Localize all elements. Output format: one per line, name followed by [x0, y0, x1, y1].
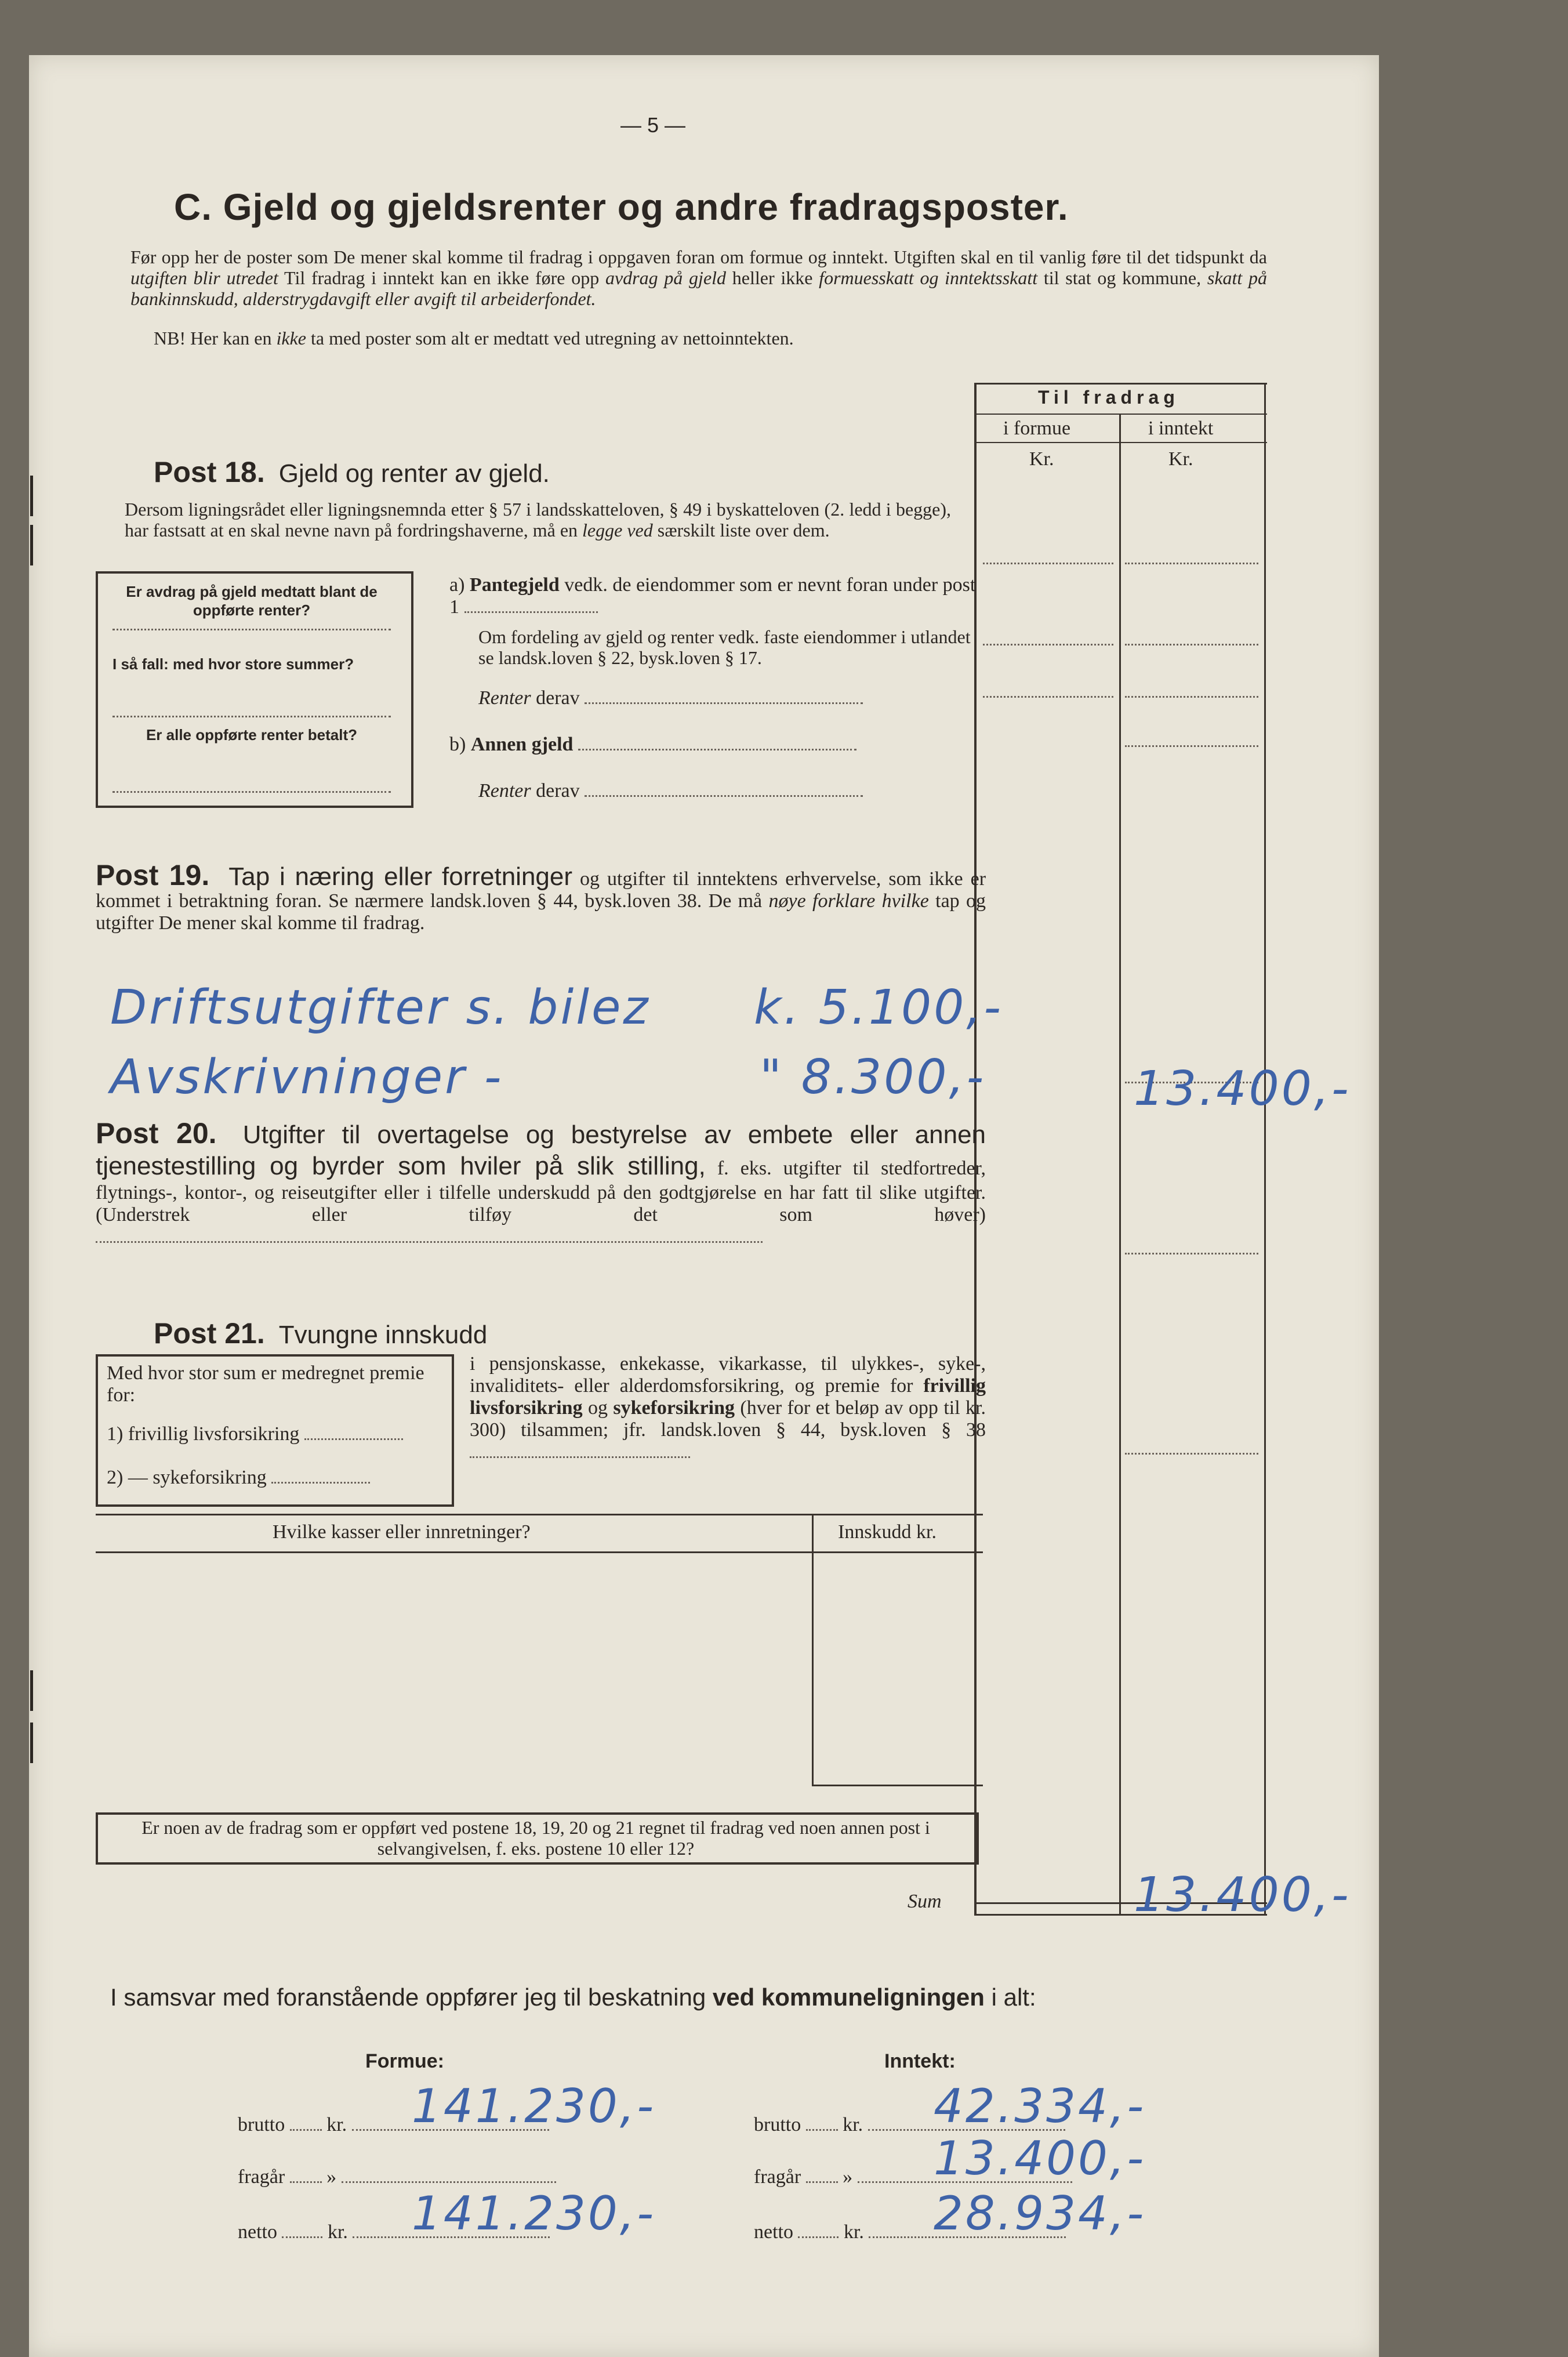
- leader-dots: [806, 2129, 838, 2131]
- post21-text: og: [582, 1397, 614, 1419]
- entry-line[interactable]: [1125, 1453, 1258, 1455]
- table-header-rule: [974, 442, 1267, 443]
- answer-line[interactable]: [112, 791, 391, 793]
- nb-text: ta med poster som alt er medtatt ved utregning av nettoinntekten.: [306, 328, 794, 349]
- netto-label: netto: [238, 2221, 277, 2243]
- derav-label: derav: [536, 687, 580, 709]
- fragar-label: fragår: [754, 2166, 801, 2188]
- premium-box-title: Med hvor stor sum er medregnet premie for:: [107, 1362, 424, 1406]
- nb-emphasis: ikke: [276, 328, 306, 349]
- entry-line[interactable]: [983, 696, 1113, 698]
- netto-label: netto: [754, 2221, 793, 2243]
- renter-label: Renter: [478, 687, 531, 709]
- col-inntekt-unit: Kr.: [1168, 448, 1193, 470]
- post19-emphasis: nøye forklare hvilke: [768, 890, 929, 912]
- post18-renter-a: [478, 687, 863, 709]
- post21-text: i pensjonskasse, enkekasse, vikarkasse, til ulykkes-, syke-, invaliditets- eller alderdomsforsikring, og premie for: [470, 1353, 986, 1397]
- entry-line[interactable]: [464, 611, 598, 613]
- col-formue-label: i formue: [1003, 418, 1071, 439]
- post21-subtitle: Tvungne innskudd: [278, 1321, 488, 1349]
- leader-dots: [282, 2236, 322, 2238]
- ditto-mark: »: [843, 2166, 853, 2188]
- intro-emphasis: formuesskatt og inntektsskatt: [819, 267, 1038, 288]
- inntekt-heading: Inntekt:: [884, 2050, 956, 2072]
- post21-paragraph: [470, 1353, 986, 1463]
- premium-item-1: [107, 1423, 403, 1445]
- answer-line[interactable]: [112, 629, 391, 630]
- double-deduction-text: Er noen av de fradrag som er oppført ved postene 18, 19, 20 og 21 regnet til fradrag ved noen annen post i selvangivelsen, f. eks. postene 10 eller 12?: [141, 1817, 930, 1859]
- kr-label: kr.: [326, 2114, 347, 2135]
- post18-description: [125, 499, 951, 541]
- nb-text: NB! Her kan en: [154, 328, 277, 349]
- post21-bold: frivillig livsforsikring: [470, 1375, 986, 1419]
- premium-label: 2) — sykeforsikring: [107, 1467, 267, 1488]
- post18-header: [154, 455, 550, 489]
- item-label: a): [449, 574, 465, 596]
- premium-item-2: [107, 1467, 370, 1489]
- formue-netto-value: 141.230,-: [412, 2186, 656, 2240]
- post21-bold: sykeforsikring: [613, 1397, 735, 1419]
- post19-text: og utgifter til inntektens erhvervelse, som ikke er kommet i betraktning foran. Se nærmere landsk.loven § 44, bysk.loven 38. De må: [96, 868, 986, 912]
- inntekt-netto-value: 28.934,-: [934, 2186, 1146, 2240]
- col-inntekt-label: i inntekt: [1148, 418, 1214, 439]
- post18-text: Dersom ligningsrådet eller ligningsnemnda etter § 57 i landsskatteloven, § 49 i byskatteloven (2. ledd i begge), har fastsatt at en skal nevne navn på fordringshaverne, må en: [125, 499, 951, 541]
- intro-text: Til fradrag i inntekt kan en ikke føre opp: [278, 267, 605, 288]
- pantegjeld-text: vedk. de eiendommer som er nevnt foran under post 1: [449, 574, 976, 618]
- kasser-table-header-rule: [96, 1551, 983, 1553]
- handwritten-total: 13.400,-: [1134, 1061, 1351, 1116]
- entry-line[interactable]: [1125, 644, 1258, 646]
- handwritten-driftsutgifter: Driftsutgifter s. bilez: [110, 980, 651, 1035]
- intro-text: heller ikke: [726, 267, 819, 288]
- margin-bracket-mark: [23, 525, 33, 565]
- post19-subtitle: Tap i næring eller forretninger: [228, 862, 573, 891]
- question-betalt: Er alle oppførte renter betalt?: [146, 726, 358, 744]
- entry-line[interactable]: [1125, 563, 1258, 564]
- entry-line[interactable]: [983, 563, 1113, 564]
- fragar-label: fragår: [238, 2166, 285, 2188]
- table-header-rule: [974, 414, 1267, 415]
- double-deduction-question: [96, 1812, 979, 1865]
- kr-label: kr.: [843, 2221, 864, 2243]
- pantegjeld-label: Pantegjeld: [469, 574, 560, 596]
- entry-line[interactable]: [1125, 696, 1258, 698]
- kr-label: kr.: [327, 2221, 348, 2243]
- leader-dots: [806, 2181, 838, 2183]
- answer-line[interactable]: [112, 716, 391, 717]
- kommune-statement: [110, 1983, 1036, 2011]
- renter-label: Renter: [478, 780, 531, 802]
- item-label: b): [449, 734, 466, 755]
- nb-note: [154, 328, 794, 349]
- post21-header: [154, 1317, 487, 1350]
- leader-dots: [290, 2181, 322, 2183]
- handwritten-amount: " 8.300,-: [760, 1050, 986, 1105]
- page-number: — 5 —: [620, 113, 686, 137]
- post18-subtitle: Gjeld og renter av gjeld.: [278, 459, 550, 488]
- derav-label: derav: [536, 780, 580, 802]
- entry-line[interactable]: [271, 1482, 370, 1484]
- intro-emphasis: skatt på bankinnskudd, alderstrygdavgift eller avgift til arbeiderfondet.: [130, 267, 1268, 309]
- handwritten-amount: k. 5.100,-: [754, 980, 1004, 1035]
- post18-text: særskilt liste over dem.: [652, 520, 830, 541]
- entry-line[interactable]: [983, 644, 1113, 646]
- sum-value: 13.400,-: [1134, 1868, 1351, 1923]
- inntekt-fragar-value: 13.400,-: [934, 2131, 1146, 2185]
- premium-label: 1) frivillig livsforsikring: [107, 1423, 300, 1445]
- kommune-text: i alt:: [984, 1983, 1036, 2011]
- intro-paragraph: [130, 246, 1267, 309]
- intro-emphasis: avdrag på gjeld: [605, 267, 727, 288]
- section-heading: C. Gjeld og gjeldsrenter og andre fradragsposter.: [174, 186, 1069, 228]
- post19-title: Post 19.: [96, 859, 210, 891]
- table-column-divider: [1119, 415, 1121, 1914]
- margin-bracket-mark: [23, 1723, 33, 1763]
- intro-emphasis: utgiften blir utredet: [130, 267, 278, 288]
- kasser-table-bottom: [812, 1785, 983, 1786]
- kommune-text: I samsvar med foranstående oppfører jeg til beskatning: [110, 1983, 713, 2011]
- entry-line[interactable]: [1125, 1253, 1258, 1254]
- kr-label: kr.: [843, 2114, 863, 2135]
- margin-bracket-mark: [23, 476, 33, 516]
- post19-text: tap og utgifter De mener skal komme til fradrag.: [96, 890, 986, 934]
- entry-line[interactable]: [470, 1456, 690, 1458]
- entry-line[interactable]: [585, 702, 863, 704]
- table-right-border: [1264, 383, 1266, 1914]
- entry-line[interactable]: [578, 749, 856, 750]
- kommune-bold: ved kommuneligningen: [712, 1983, 985, 2011]
- post18-title: Post 18.: [154, 456, 265, 488]
- ditto-mark: »: [326, 2166, 337, 2188]
- post19-paragraph: [96, 859, 986, 934]
- entry-line[interactable]: [96, 1241, 763, 1243]
- post18-emphasis: legge ved: [582, 520, 653, 541]
- leader-dots: [798, 2236, 839, 2238]
- post18-question-box: [96, 571, 413, 808]
- inntekt-brutto-value: 42.334,-: [934, 2079, 1146, 2133]
- sum-label: Sum: [908, 1891, 942, 1912]
- innskudd-col-label: Innskudd kr.: [838, 1521, 937, 1543]
- post20-text: f. eks. utgifter til stedfortreder, flytnings-, kontor-, og reiseutgifter eller i tilfelle underskudd på den godtgjørelse en har fatt til slike utgifter. (Understrek eller tilføy det som høver): [96, 1158, 986, 1225]
- entry-line[interactable]: [585, 795, 863, 797]
- kasser-table-top: [96, 1514, 983, 1515]
- post21-premium-box: [96, 1354, 454, 1507]
- handwritten-avskrivninger: Avskrivninger -: [110, 1050, 504, 1105]
- kasser-col-label: Hvilke kasser eller innretninger?: [273, 1521, 531, 1543]
- post20-paragraph: [96, 1119, 986, 1248]
- formue-fragar-row: [238, 2166, 556, 2188]
- post18-a-note: Om fordeling av gjeld og renter vedk. faste eiendommer i utlandet se landsk.loven § 22, bysk.loven § 17.: [478, 626, 971, 668]
- kasser-table-divider: [812, 1514, 814, 1786]
- brutto-label: brutto: [238, 2114, 285, 2135]
- annen-gjeld-label: Annen gjeld: [470, 734, 574, 755]
- post21-text: (hver for et beløp av opp til kr. 300) tilsammen; jfr. landsk.loven § 44, bysk.loven § 38: [470, 1397, 986, 1441]
- post21-title: Post 21.: [154, 1317, 265, 1350]
- formue-heading: Formue:: [365, 2050, 444, 2072]
- post20-subtitle: Utgifter til overtagelse og bestyrelse av embete eller annen tjenestestilling og byrder som hviler på slik stilling,: [96, 1121, 986, 1180]
- intro-text: Før opp her de poster som De mener skal komme til fradrag i oppgaven foran om formue og inntekt. Utgiften skal en til vanlig føre til det tidspunkt da: [130, 246, 1267, 267]
- post20-title: Post 20.: [96, 1117, 217, 1150]
- post18-a: [449, 574, 983, 618]
- question-summer: I så fall: med hvor store summer?: [112, 655, 354, 673]
- entry-line[interactable]: [1125, 745, 1258, 747]
- post18-renter-b: [478, 780, 863, 802]
- leader-dots: [290, 2129, 322, 2131]
- col-formue-unit: Kr.: [1029, 448, 1054, 470]
- formue-brutto-value: 141.230,-: [412, 2079, 656, 2133]
- margin-bracket-mark: [23, 1670, 33, 1711]
- form-page: [29, 55, 1379, 2357]
- entry-line[interactable]: [304, 1438, 403, 1440]
- table-top-border: [974, 383, 1267, 385]
- question-avdrag: Er avdrag på gjeld medtatt blant de oppførte renter?: [126, 583, 378, 619]
- fradrag-title: Til fradrag: [1038, 387, 1179, 408]
- brutto-label: brutto: [754, 2114, 801, 2135]
- formue-fragar-field[interactable]: [342, 2181, 556, 2183]
- intro-text: til stat og kommune,: [1037, 267, 1207, 288]
- post18-b: [449, 734, 856, 756]
